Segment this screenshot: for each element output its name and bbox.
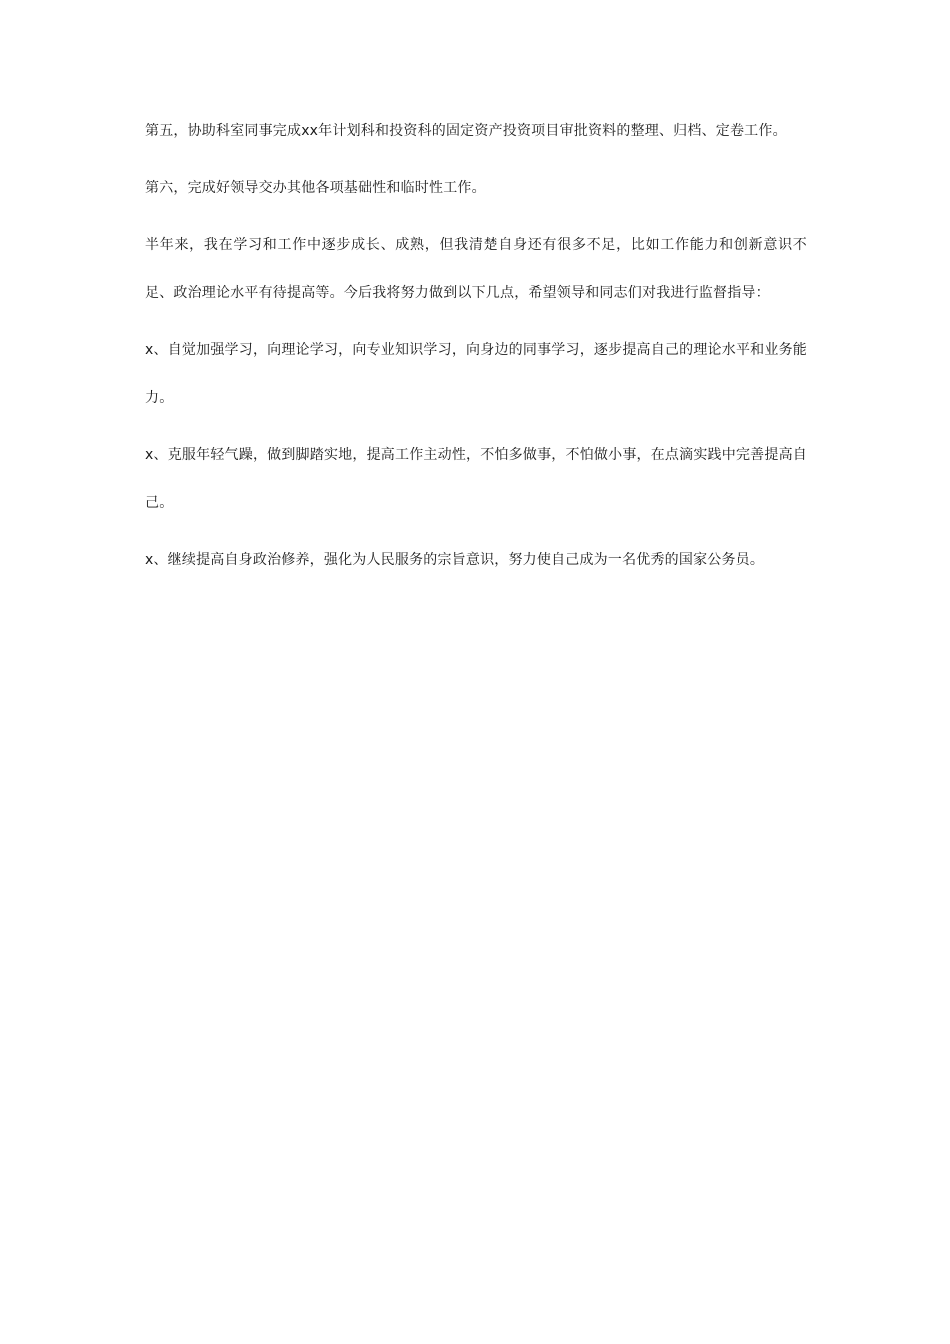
paragraph-half-year-summary: 半年来，我在学习和工作中逐步成长、成熟，但我清楚自身还有很多不足，比如工作能力和创新意识不足、政治理论水平有待提高等。今后我将努力做到以下几点，希望领导和同志们对我进行监督指导： — [145, 237, 807, 301]
document-body — [145, 124, 807, 610]
paragraph-goal-study: x、自觉加强学习，向理论学习，向专业知识学习，向身边的同事学习，逐步提高自己的理论水平和业务能力。 — [145, 342, 807, 406]
paragraph-goal-practice: x、克服年轻气躁，做到脚踏实地，提高工作主动性，不怕多做事，不怕做小事，在点滴实践中完善提高自己。 — [145, 447, 807, 511]
paragraph-sixth-task: 第六，完成好领导交办其他各项基础性和临时性工作。 — [145, 180, 486, 196]
paragraph-fifth-task: 第五，协助科室同事完成xx年计划科和投资科的固定资产投资项目审批资料的整理、归档、定卷工作。 — [145, 123, 787, 139]
paragraph-goal-cultivation: x、继续提高自身政治修养，强化为人民服务的宗旨意识，努力使自己成为一名优秀的国家公务员。 — [145, 552, 765, 568]
